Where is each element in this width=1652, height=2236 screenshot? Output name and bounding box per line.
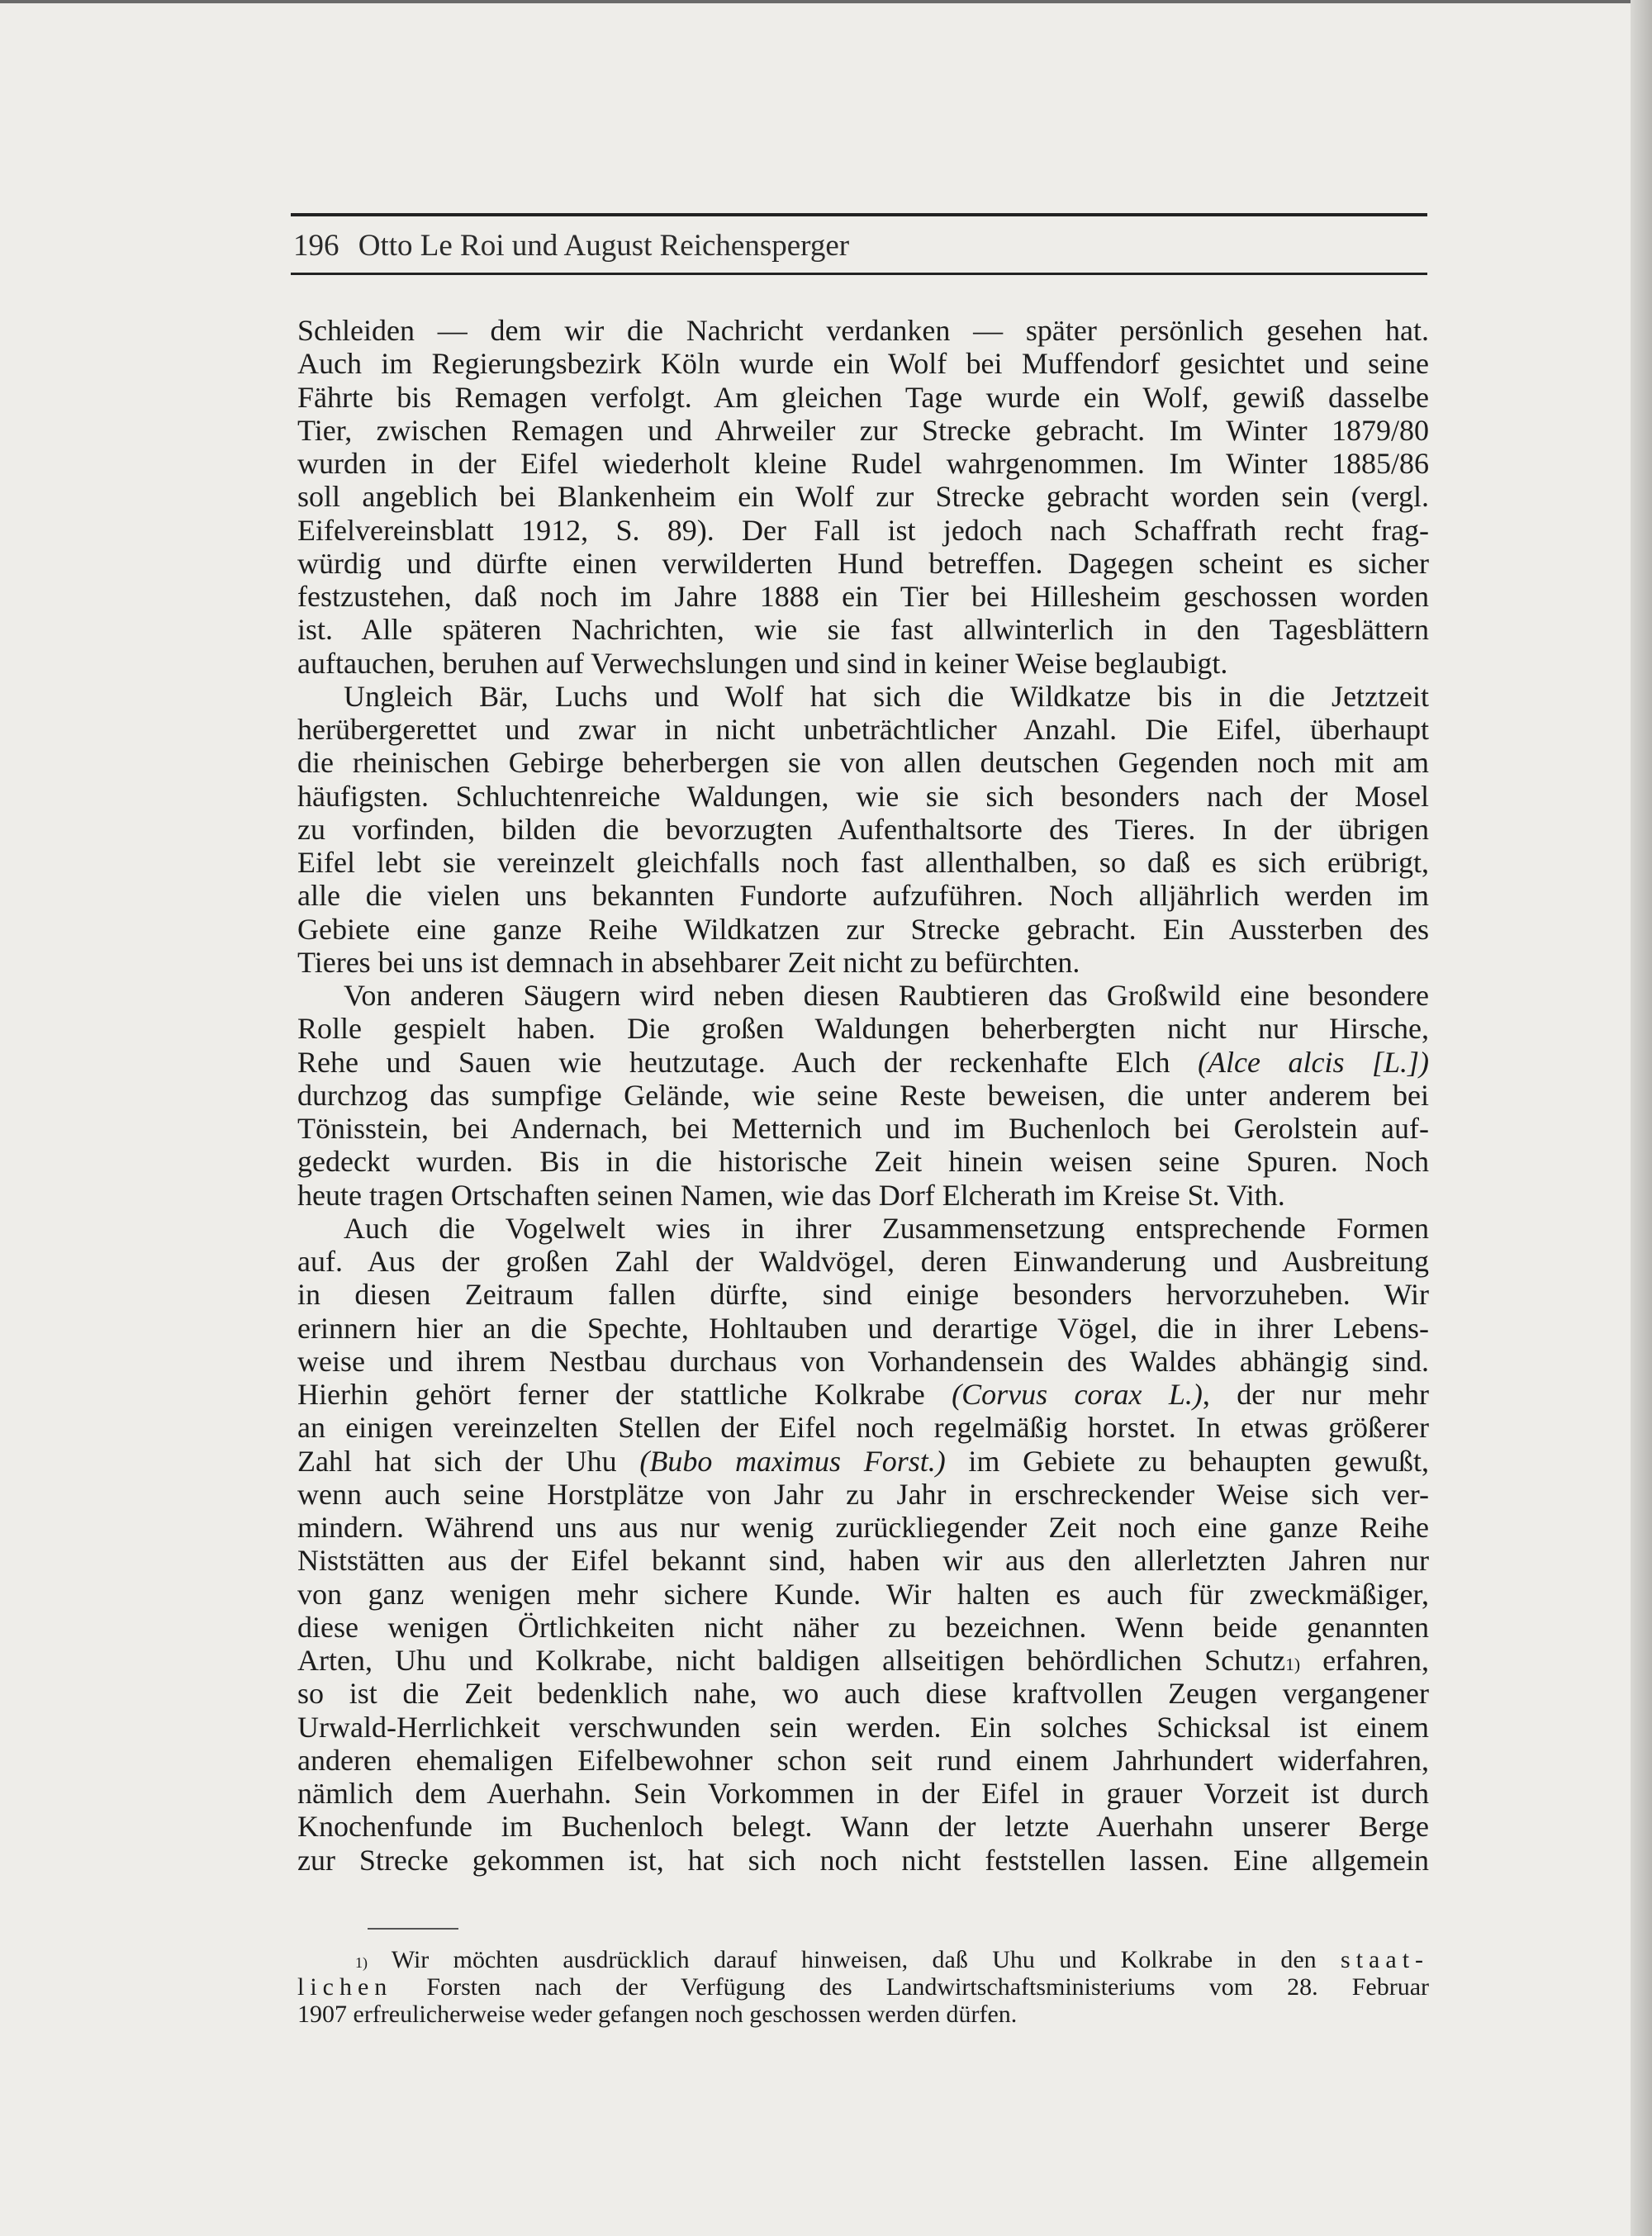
text-segment: Rehe und Sauen wie heutzutage. Auch der reckenhafte Elch	[297, 1045, 1170, 1079]
species-name-uhu: (Bubo maximus Forst.)	[639, 1444, 946, 1478]
scan-top-edge	[0, 0, 1652, 3]
text-line: herübergerettet und zwar in nicht unbeträchtlicher Anzahl. Die Eifel, überhaupt	[297, 713, 1429, 746]
text-line: mindern. Während uns aus nur wenig zurückliegender Zeit noch eine ganze Reihe	[297, 1511, 1429, 1544]
footnote-spaced-text: lichen	[297, 1973, 393, 2001]
text-line: alle die vielen uns bekannten Fundorte aufzuführen. Noch alljährlich werden im	[297, 879, 1429, 913]
text-line: Von anderen Säugern wird neben diesen Raubtieren das Großwild eine besondere	[344, 979, 1429, 1012]
footnote-marker: 1)	[355, 1954, 368, 1971]
footnote-rule	[368, 1928, 458, 1930]
text-line: soll angeblich bei Blankenheim ein Wolf zur Strecke gebracht worden sein (vergl.	[297, 480, 1429, 514]
text-line: Tier, zwischen Remagen und Ahrweiler zur Strecke gebracht. Im Winter 1879/80	[297, 413, 1429, 447]
page-number: 196	[293, 229, 339, 263]
text-line: Fährte bis Remagen verfolgt. Am gleichen Tage wurde ein Wolf, gewiß dasselbe	[297, 380, 1429, 414]
text-line: Eifel lebt sie vereinzelt gleichfalls noch fast allenthalben, so daß es sich erübrigt,	[297, 846, 1429, 879]
text-line: Schleiden — dem wir die Nachricht verdanken — später persönlich gesehen hat.	[297, 314, 1429, 347]
scan-right-edge	[1631, 0, 1652, 2236]
running-header	[293, 221, 1425, 271]
text-line: würdig und dürfte einen verwilderten Hund betreffen. Dagegen scheint es sicher	[297, 546, 1429, 580]
footnote-text: Wir möchten ausdrücklich darauf hinweisen, daß Uhu und Kolkrabe in den	[391, 1946, 1317, 1973]
text-line: Tieres bei uns ist demnach in absehbarer Zeit nicht zu befürchten.	[297, 945, 1080, 979]
text-line: wenn auch seine Horstplätze von Jahr zu Jahr in erschreckender Weise sich ver-	[297, 1477, 1429, 1511]
text-line: auf. Aus der großen Zahl der Waldvögel, deren Einwanderung und Ausbreitung	[297, 1245, 1429, 1278]
text-line: Eifelvereinsblatt 1912, S. 89). Der Fall ist jedoch nach Schaffrath recht frag-	[297, 513, 1429, 547]
text-line: nämlich dem Auerhahn. Sein Vorkommen in der Eifel in grauer Vorzeit ist durch	[297, 1777, 1429, 1810]
text-line: Knochenfunde im Buchenloch belegt. Wann der letzte Auerhahn unserer Berge	[297, 1810, 1429, 1844]
text-segment: Zahl hat sich der Uhu	[297, 1444, 617, 1478]
text-line: weise und ihrem Nestbau durchaus von Vorhandensein des Waldes abhängig sind.	[297, 1344, 1429, 1378]
species-name-elch: (Alce alcis [L.])	[1198, 1045, 1429, 1079]
text-line: wurden in der Eifel wiederholt kleine Rudel wahrgenommen. Im Winter 1885/86	[297, 447, 1429, 480]
header-rule-bottom	[291, 273, 1427, 275]
text-line: Gebiete eine ganze Reihe Wildkatzen zur Strecke gebracht. Ein Aussterben des	[297, 912, 1429, 946]
footnote-ref: 1)	[1285, 1654, 1301, 1674]
text-line: so ist die Zeit bedenklich nahe, wo auch diese kraftvollen Zeugen vergangener	[297, 1677, 1429, 1711]
text-line: häufigsten. Schluchtenreiche Waldungen, wie sie sich besonders nach der Mosel	[297, 779, 1429, 813]
footnote-line	[297, 1946, 1429, 1973]
text-line: Rolle gespielt haben. Die großen Waldungen beherbergten nicht nur Hirsche,	[297, 1012, 1429, 1046]
text-line: in diesen Zeitraum fallen dürfte, sind einige besonders hervorzuheben. Wir	[297, 1278, 1429, 1312]
text-line: an einigen vereinzelten Stellen der Eifel noch regelmäßig horstet. In etwas größerer	[297, 1411, 1429, 1445]
text-line: Niststätten aus der Eifel bekannt sind, haben wir aus den allerletzten Jahren nur	[297, 1544, 1429, 1578]
running-title: Otto Le Roi und August Reichensperger	[358, 229, 850, 263]
text-line: gedeckt wurden. Bis in die historische Zeit hinein weisen seine Spuren. Noch	[297, 1145, 1429, 1179]
text-segment: Arten, Uhu und Kolkrabe, nicht baldigen allseitigen behördlichen Schutz	[297, 1644, 1286, 1677]
text-line: anderen ehemaligen Eifelbewohner schon seit rund einem Jahrhundert widerfahren,	[297, 1743, 1429, 1777]
text-line: Auch im Regierungsbezirk Köln wurde ein Wolf bei Muffendorf gesichtet und seine	[297, 347, 1429, 381]
body-text	[297, 314, 1429, 1877]
footnote-line	[297, 1973, 1429, 2001]
header-rule-top	[291, 213, 1427, 216]
footnote-line: 1907 erfreulicherweise weder gefangen noch geschossen werden dürfen.	[297, 2001, 1018, 2028]
text-line	[297, 1046, 1429, 1079]
text-segment: , der nur mehr	[1202, 1378, 1429, 1411]
text-line: auftauchen, beruhen auf Verwechslungen und sind in keiner Weise beglaubigt.	[297, 646, 1228, 680]
text-line: Urwald-Herrlichkeit verschwunden sein werden. Ein solches Schicksal ist einem	[297, 1710, 1429, 1744]
text-line: durchzog das sumpfige Gelände, wie seine Reste beweisen, die unter anderem bei	[297, 1078, 1429, 1112]
text-segment: erfahren,	[1300, 1644, 1430, 1677]
species-name-kolkrabe: (Corvus corax L.)	[952, 1378, 1203, 1411]
text-line: von ganz wenigen mehr sichere Kunde. Wir halten es auch für zweckmäßiger,	[297, 1577, 1429, 1611]
text-line: heute tragen Ortschaften seinen Namen, wie das Dorf Elcherath im Kreise St. Vith.	[297, 1178, 1285, 1212]
footnote-spaced-text: staat-	[1341, 1946, 1430, 1973]
text-line: Auch die Vogelwelt wies in ihrer Zusammensetzung entsprechende Formen	[344, 1211, 1429, 1245]
footnote-text: Forsten nach der Verfügung des Landwirtschaftsministeriums vom 28. Februar	[426, 1973, 1430, 2001]
text-segment: Hierhin gehört ferner der stattliche Kolkrabe	[297, 1378, 925, 1411]
text-line: zu vorfinden, bilden die bevorzugten Aufenthaltsorte des Tieres. In der übrigen	[297, 812, 1429, 846]
text-line: Ungleich Bär, Luchs und Wolf hat sich die Wildkatze bis in die Jetztzeit	[344, 679, 1429, 713]
text-line: erinnern hier an die Spechte, Hohltauben und derartige Vögel, die in ihrer Lebens-	[297, 1311, 1429, 1345]
footnote	[297, 1946, 1429, 2028]
text-line: ist. Alle späteren Nachrichten, wie sie fast allwinterlich in den Tagesblättern	[297, 613, 1429, 647]
text-segment: im Gebiete zu behaupten gewußt,	[945, 1444, 1430, 1478]
text-line: zur Strecke gekommen ist, hat sich noch nicht feststellen lassen. Eine allgemein	[297, 1843, 1429, 1877]
text-line	[297, 1644, 1429, 1677]
text-line	[297, 1378, 1429, 1411]
text-line: Tönisstein, bei Andernach, bei Metternich und im Buchenloch bei Gerolstein auf-	[297, 1112, 1429, 1145]
text-line	[297, 1445, 1429, 1478]
text-line: die rheinischen Gebirge beherbergen sie von allen deutschen Gegenden noch mit am	[297, 746, 1429, 780]
text-line: festzustehen, daß noch im Jahre 1888 ein Tier bei Hillesheim geschossen worden	[297, 580, 1429, 613]
text-line: diese wenigen Örtlichkeiten nicht näher zu bezeichnen. Wenn beide genannten	[297, 1610, 1429, 1644]
